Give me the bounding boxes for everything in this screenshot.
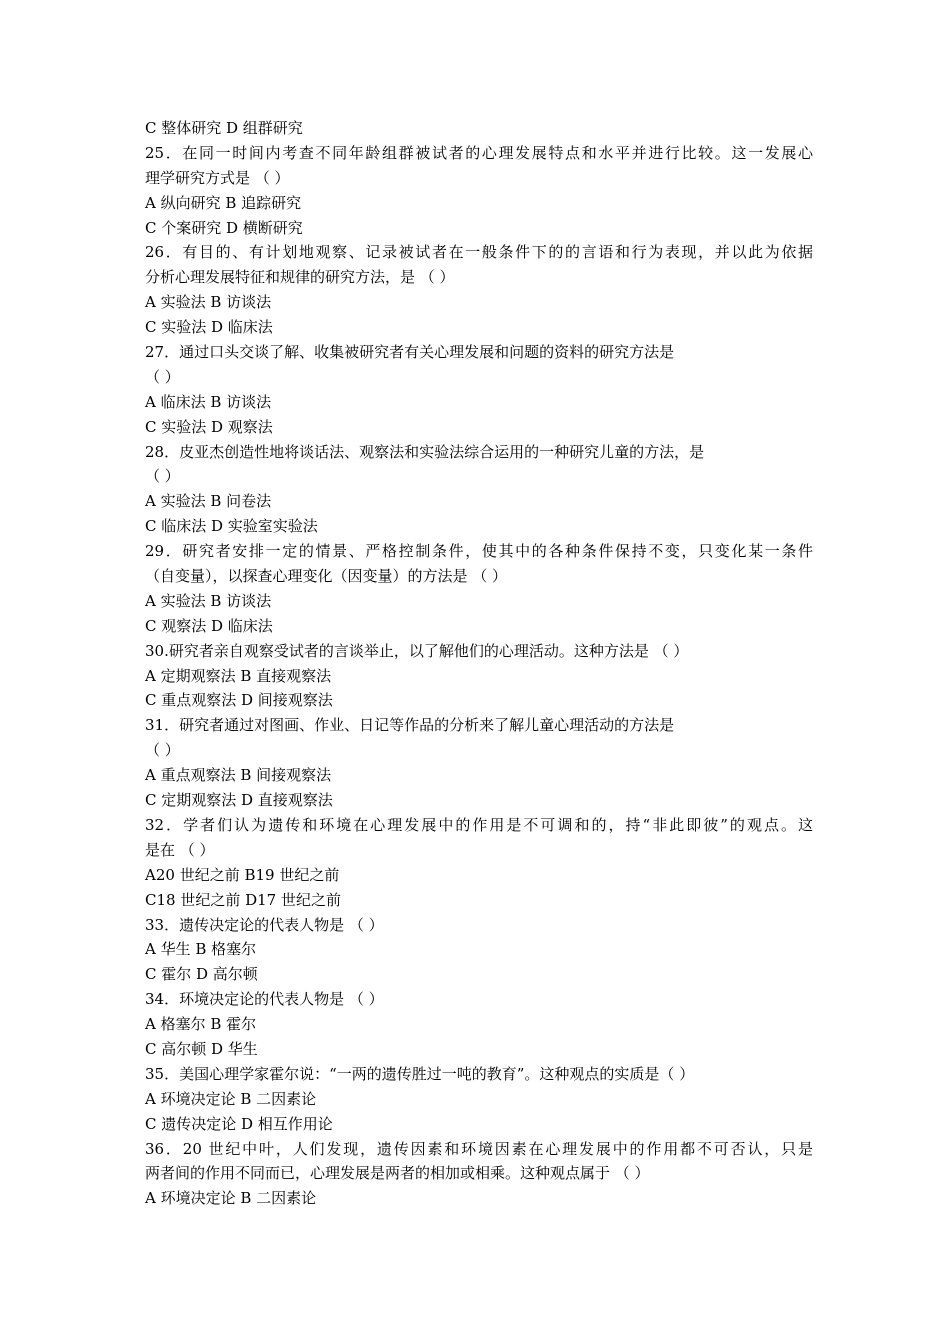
text-line: （ ） (145, 741, 180, 760)
text-line: C 实验法 D 临床法 (145, 318, 273, 337)
text-line: C 临床法 D 实验室实验法 (145, 517, 318, 536)
text-line: C18 世纪之前 D17 世纪之前 (145, 890, 341, 909)
text-line: A 纵向研究 B 追踪研究 (145, 193, 302, 212)
text-line: （自变量），以探查心理变化（因变量）的方法是 （ ） (145, 567, 508, 586)
text-line: 25．在同一时间内考查不同年龄组群被试者的心理发展特点和水平并进行比较。这一发展心 (145, 143, 813, 162)
text-line: A 重点观察法 B 间接观察法 (145, 766, 332, 785)
text-line: A 临床法 B 访谈法 (145, 392, 272, 411)
text-line: C 实验法 D 观察法 (145, 417, 273, 436)
text-line: C 观察法 D 临床法 (145, 616, 273, 635)
text-line: A 实验法 B 访谈法 (145, 591, 272, 610)
text-line: A 环境决定论 B 二因素论 (145, 1189, 317, 1208)
text-line: A 格塞尔 B 霍尔 (145, 1015, 257, 1034)
text-line: 分析心理发展特征和规律的研究方法，是 （ ） (145, 268, 455, 287)
text-line: A 实验法 B 问卷法 (145, 492, 272, 511)
text-line: 36．20 世纪中叶，人们发现，遗传因素和环境因素在心理发展中的作用都不可否认，只是 (145, 1139, 813, 1158)
text-line: C 重点观察法 D 间接观察法 (145, 691, 333, 710)
text-line: C 整体研究 D 组群研究 (145, 119, 303, 137)
text-line: A 定期观察法 B 直接观察法 (145, 666, 332, 685)
text-line: （ ） (145, 367, 180, 386)
text-line: 35．美国心理学家霍尔说：“一两的遗传胜过一吨的教育”。这种观点的实质是（ ） (145, 1064, 695, 1083)
text-line: 31．研究者通过对图画、作业、日记等作品的分析来了解儿童心理活动的方法是 (145, 716, 675, 735)
text-line: 28．皮亚杰创造性地将谈话法、观察法和实验法综合运用的一种研究儿童的方法，是 (145, 442, 705, 461)
text-line: A20 世纪之前 B19 世纪之前 (145, 865, 340, 884)
text-line: 34．环境决定论的代表人物是 （ ） (145, 990, 384, 1009)
text-line: C 定期观察法 D 直接观察法 (145, 791, 333, 810)
text-line: 32．学者们认为遗传和环境在心理发展中的作用是不可调和的，持“非此即彼”的观点。这 (145, 815, 813, 834)
text-line: C 高尔顿 D 华生 (145, 1039, 258, 1058)
text-line: 理学研究方式是 （ ） (145, 168, 290, 187)
text-line: 是在 （ ） (145, 840, 215, 859)
text-line: 30.研究者亲自观察受试者的言谈举止，以了解他们的心理活动。这种方法是 （ ） (145, 641, 689, 660)
text-line: A 实验法 B 访谈法 (145, 293, 272, 312)
text-line: C 个案研究 D 横断研究 (145, 218, 303, 237)
text-line: A 环境决定论 B 二因素论 (145, 1089, 317, 1108)
text-line: 两者间的作用不同而已，心理发展是两者的相加或相乘。这种观点属于 （ ） (145, 1164, 650, 1183)
text-line: C 遗传决定论 D 相互作用论 (145, 1114, 333, 1133)
text-line: （ ） (145, 467, 180, 486)
text-line: 29．研究者安排一定的情景、严格控制条件，使其中的各种条件保持不变，只变化某一条件 (145, 542, 813, 561)
text-line: 33．遗传决定论的代表人物是 （ ） (145, 915, 384, 934)
text-line: C 霍尔 D 高尔顿 (145, 965, 258, 984)
text-line: 26．有目的、有计划地观察、记录被试者在一般条件下的的言语和行为表现，并以此为依据 (145, 243, 813, 262)
document-body (145, 116, 813, 1211)
text-line: 27．通过口头交谈了解、收集被研究者有关心理发展和问题的资料的研究方法是 (145, 343, 675, 362)
text-line: A 华生 B 格塞尔 (145, 940, 257, 959)
